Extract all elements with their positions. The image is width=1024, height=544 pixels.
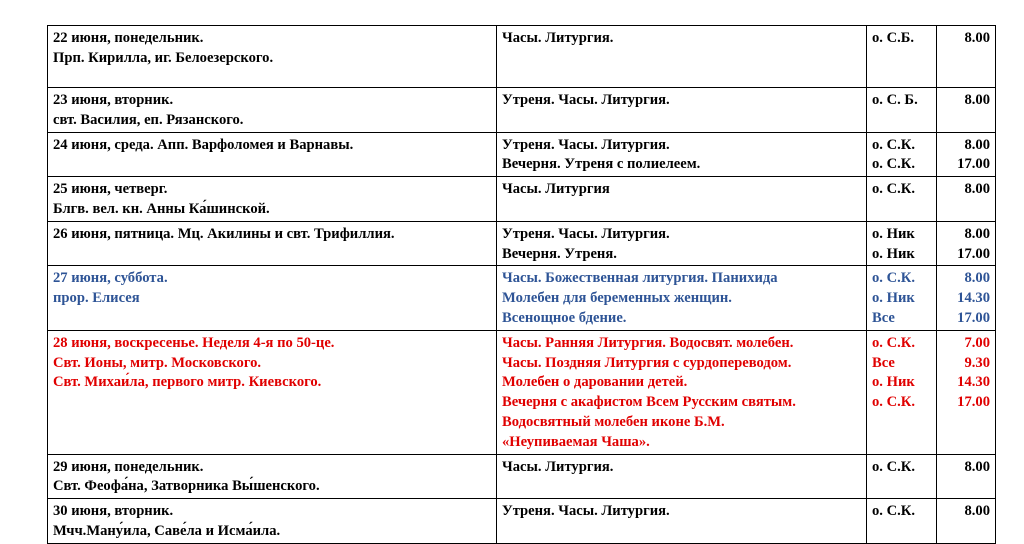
service-line: Молебен для беременных женщин. [502, 290, 732, 307]
clergy-line: о. С.К. [872, 136, 916, 153]
day-line: свт. Василия, еп. Рязанского. [53, 111, 244, 128]
time-line: 7.00 [964, 334, 990, 351]
day-line: 26 июня, пятница. Мц. Акилины и свт. Трифиллия. [53, 225, 395, 242]
day-cell [48, 88, 497, 133]
day-line: Блгв. вел. кн. Анны Ка́шинской. [53, 200, 270, 217]
day-cell [48, 266, 497, 330]
service-line: Всенощное бдение. [502, 309, 627, 326]
day-line: Свт. Феофа́на, Затворника Вы́шенского. [53, 478, 320, 495]
time-line: 8.00 [964, 181, 990, 198]
services-cell [497, 330, 867, 454]
services-cell [497, 132, 867, 177]
day-cell [48, 330, 497, 454]
service-line: «Неупиваемая Чаша». [502, 433, 650, 450]
time-line: 14.30 [957, 374, 990, 391]
time-cell [937, 221, 996, 266]
clergy-line: о. С.К. [872, 334, 916, 351]
day-cell [48, 499, 497, 544]
time-cell [937, 132, 996, 177]
service-line: Часы. Ранняя Литургия. Водосвят. молебен. [502, 334, 794, 351]
services-cell [497, 499, 867, 544]
time-line: 17.00 [957, 245, 990, 262]
time-cell [937, 499, 996, 544]
day-line: прор. Елисея [53, 290, 140, 307]
day-line: 30 июня, вторник. [53, 503, 174, 520]
schedule-row [48, 132, 996, 177]
day-cell [48, 454, 497, 499]
schedule-row [48, 88, 996, 133]
time-cell [937, 454, 996, 499]
clergy-cell [867, 132, 937, 177]
clergy-line: о. Ник [872, 374, 915, 391]
day-line: Свт. Михаи́ла, первого митр. Киевского. [53, 374, 322, 391]
service-line: Утреня. Часы. Литургия. [502, 225, 670, 242]
time-line: 17.00 [957, 156, 990, 173]
clergy-line: о. С.К. [872, 503, 916, 520]
clergy-line: о. С.К. [872, 394, 916, 411]
clergy-cell [867, 499, 937, 544]
clergy-line: о. С.К. [872, 156, 916, 173]
service-line: Часы. Поздняя Литургия с сурдопереводом. [502, 354, 792, 371]
day-cell [48, 221, 497, 266]
schedule-body [48, 26, 996, 544]
services-cell [497, 177, 867, 222]
clergy-line: о. Ник [872, 290, 915, 307]
clergy-cell [867, 221, 937, 266]
time-cell [937, 330, 996, 454]
day-line: 24 июня, среда. Апп. Варфоломея и Варнавы. [53, 136, 354, 153]
time-line: 8.00 [964, 270, 990, 287]
service-line: Часы. Литургия. [502, 458, 614, 475]
day-line: Мчч.Ману́ила, Саве́ла и Исма́ила. [53, 522, 281, 539]
day-cell [48, 177, 497, 222]
day-line: Свт. Ионы, митр. Московского. [53, 354, 262, 371]
service-line: Водосвятный молебен иконе Б.М. [502, 413, 725, 430]
clergy-cell [867, 330, 937, 454]
schedule-row [48, 177, 996, 222]
time-cell [937, 266, 996, 330]
clergy-cell [867, 88, 937, 133]
service-line: Вечерня с акафистом Всем Русским святым. [502, 394, 796, 411]
time-line: 9.30 [964, 354, 990, 371]
clergy-cell [867, 454, 937, 499]
time-line: 8.00 [964, 136, 990, 153]
day-line: 29 июня, понедельник. [53, 458, 204, 475]
time-line: 8.00 [964, 92, 990, 108]
time-cell [937, 26, 996, 88]
schedule-row [48, 499, 996, 544]
time-line: 8.00 [964, 225, 990, 242]
services-cell [497, 266, 867, 330]
clergy-line: Все [872, 354, 895, 371]
time-cell [937, 88, 996, 133]
time-line: 8.00 [964, 30, 990, 46]
service-line: Вечерня. Утреня. [502, 245, 617, 262]
day-line: 28 июня, воскресенье. Неделя 4-я по 50-це. [53, 334, 335, 351]
service-line: Часы. Литургия. [502, 30, 614, 46]
service-line: Утреня. Часы. Литургия. [502, 92, 670, 108]
time-line: 8.00 [964, 503, 990, 520]
clergy-line: о. С. Б. [872, 92, 918, 108]
day-cell [48, 132, 497, 177]
services-cell [497, 88, 867, 133]
schedule-row [48, 266, 996, 330]
day-line: 25 июня, четверг. [53, 181, 168, 198]
schedule-row [48, 26, 996, 88]
day-line: Прп. Кирилла, иг. Белоезерского. [53, 49, 274, 66]
day-cell [48, 26, 497, 88]
clergy-cell [867, 266, 937, 330]
schedule-table [47, 25, 996, 544]
services-cell [497, 26, 867, 88]
service-line: Утреня. Часы. Литургия. [502, 136, 670, 153]
service-line: Часы. Литургия [502, 181, 610, 198]
time-line: 17.00 [957, 394, 990, 411]
time-line: 14.30 [957, 290, 990, 307]
time-line: 17.00 [957, 309, 990, 326]
service-line: Утреня. Часы. Литургия. [502, 503, 670, 520]
day-line: 22 июня, понедельник. [53, 30, 204, 46]
service-line: Молебен о даровании детей. [502, 374, 688, 391]
schedule-row [48, 221, 996, 266]
schedule-row [48, 330, 996, 454]
service-line: Часы. Божественная литургия. Панихида [502, 270, 778, 287]
clergy-line: о. С.Б. [872, 30, 915, 46]
services-cell [497, 221, 867, 266]
clergy-cell [867, 26, 937, 88]
clergy-line: о. Ник [872, 225, 915, 242]
time-cell [937, 177, 996, 222]
clergy-line: Все [872, 309, 895, 326]
service-line: Вечерня. Утреня с полиелеем. [502, 156, 701, 173]
clergy-line: о. С.К. [872, 181, 916, 198]
services-cell [497, 454, 867, 499]
clergy-line: о. С.К. [872, 270, 916, 287]
time-line: 8.00 [964, 458, 990, 475]
clergy-line: о. С.К. [872, 458, 916, 475]
day-line: 23 июня, вторник. [53, 92, 174, 108]
clergy-cell [867, 177, 937, 222]
clergy-line: о. Ник [872, 245, 915, 262]
schedule-row [48, 454, 996, 499]
day-line: 27 июня, суббота. [53, 270, 168, 287]
